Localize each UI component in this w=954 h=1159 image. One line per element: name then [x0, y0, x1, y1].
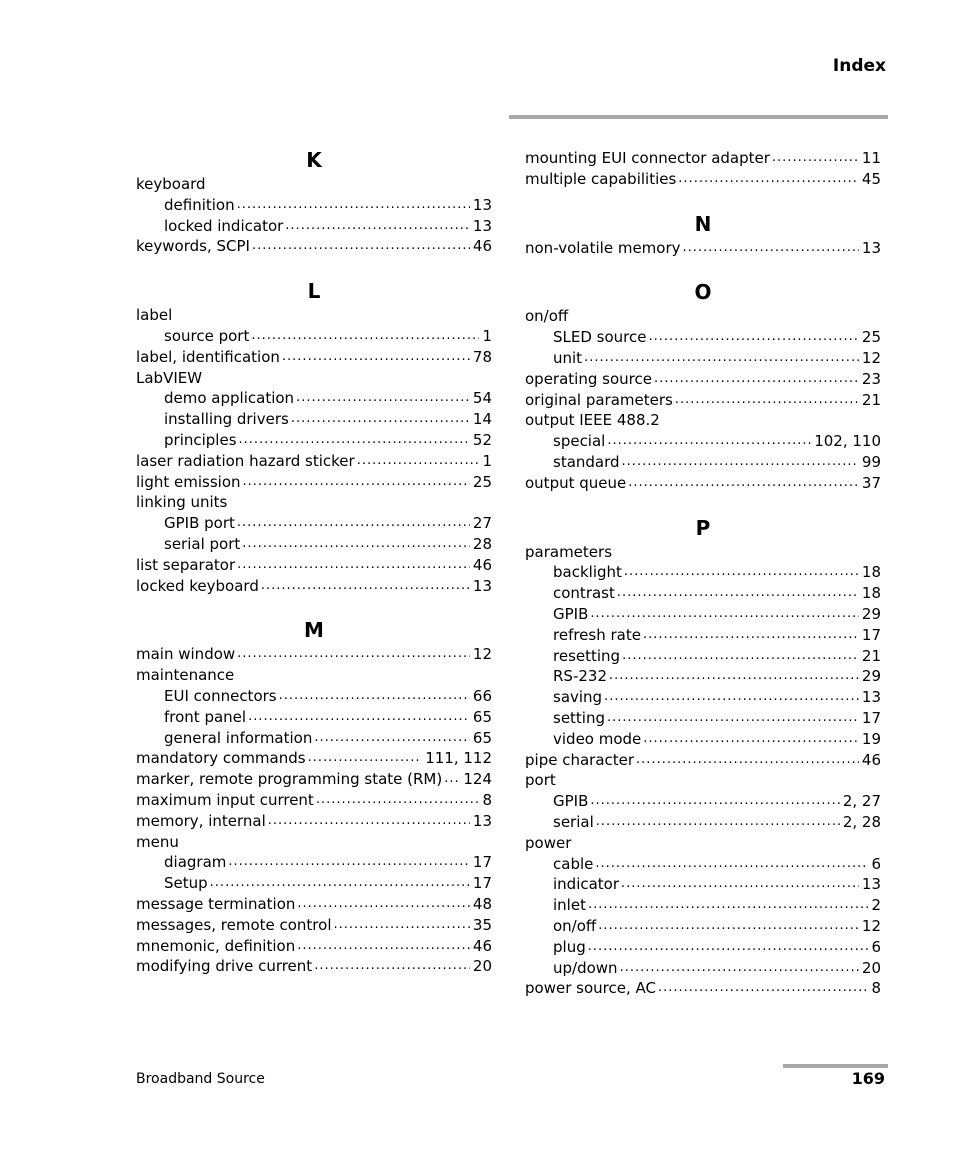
index-entry: [136, 174, 492, 194]
index-subentry: [525, 348, 881, 368]
dot-leader: [237, 553, 470, 575]
index-term: locked indicator: [164, 216, 284, 235]
dot-leader: [296, 386, 470, 408]
index-subentry: [525, 916, 881, 936]
index-term: RS-232: [553, 667, 607, 686]
index-entry: [136, 368, 492, 388]
index-entry: [136, 665, 492, 685]
index-entry: [525, 148, 881, 168]
index-page-ref: 1: [482, 327, 492, 345]
index-subentry: [525, 791, 881, 811]
index-term: installing drivers: [164, 410, 289, 429]
index-subentry: [525, 729, 881, 749]
index-page-ref: 8: [871, 979, 881, 998]
dot-leader: [297, 934, 470, 956]
dot-leader: [649, 325, 859, 347]
index-page-ref: 2: [871, 896, 881, 915]
index-term: original parameters: [525, 390, 673, 409]
dot-leader: [584, 346, 859, 368]
index-term: laser radiation hazard sticker: [136, 451, 355, 470]
index-page-ref: 37: [861, 473, 881, 492]
index-subentry: [525, 895, 881, 915]
index-entry: [525, 369, 881, 389]
index-term: definition: [164, 195, 235, 214]
index-entry: [525, 169, 881, 189]
index-page-ref: 46: [472, 237, 492, 256]
index-entry: [136, 347, 492, 367]
index-entry: [136, 555, 492, 575]
index-subentry: [525, 562, 881, 582]
index-page-ref: 25: [861, 328, 881, 347]
index-entry: [136, 305, 492, 325]
index-page-ref: 46: [472, 555, 492, 574]
index-subentry: [525, 327, 881, 347]
index-term: general information: [164, 728, 313, 747]
index-page-ref: 65: [472, 728, 492, 747]
index-term: GPIB port: [164, 514, 235, 533]
index-term: keywords, SCPI: [136, 237, 250, 256]
index-term: Setup: [164, 874, 208, 893]
index-term: port: [525, 771, 556, 790]
index-entry: [136, 472, 492, 492]
index-term: pipe character: [525, 750, 635, 769]
index-entry: [525, 770, 881, 790]
index-page-ref: 6: [871, 937, 881, 956]
index-term: diagram: [164, 853, 227, 872]
index-entry: [525, 238, 881, 258]
index-subentry: [525, 666, 881, 686]
index-term: menu: [136, 832, 179, 851]
index-entry: [525, 978, 881, 998]
index-term: power: [525, 833, 572, 852]
index-term: resetting: [553, 646, 621, 665]
index-term: EUI connectors: [164, 687, 277, 705]
index-page-ref: 13: [861, 238, 881, 257]
index-term: messages, remote control: [136, 915, 332, 934]
index-page-ref: 35: [472, 915, 492, 934]
index-subentry: [525, 604, 881, 624]
index-entry: [525, 410, 881, 430]
index-entry: [525, 833, 881, 853]
dot-leader: [357, 449, 480, 471]
index-page-ref: 66: [472, 687, 492, 705]
running-header-title: Index: [832, 56, 886, 76]
index-page-ref: 23: [861, 369, 881, 388]
index-entry: [136, 451, 492, 471]
index-page-ref: 13: [861, 875, 881, 894]
index-page-ref: 13: [472, 811, 492, 830]
index-term: GPIB: [553, 792, 589, 811]
index-term: output IEEE 488.2: [525, 411, 660, 430]
index-page-ref: 13: [472, 195, 492, 214]
index-page-ref: 21: [861, 390, 881, 409]
index-entry: [136, 236, 492, 256]
index-subentry: [525, 958, 881, 978]
index-page-ref: 17: [861, 709, 881, 727]
index-page-ref: 18: [861, 563, 881, 582]
index-subentry: [136, 707, 492, 727]
index-term: principles: [164, 431, 237, 449]
dot-leader: [658, 976, 869, 998]
index-page-ref: 25: [472, 472, 492, 491]
index-page-ref: 18: [861, 584, 881, 603]
dot-leader: [590, 602, 859, 624]
index-entry: [136, 915, 492, 935]
index-subentry: [136, 216, 492, 236]
index-page-ref: 54: [472, 389, 492, 408]
index-term: linking units: [136, 493, 228, 512]
index-subentry: [525, 583, 881, 603]
index-page-ref: 27: [472, 514, 492, 533]
index-subentry: [136, 728, 492, 748]
index-letter-heading: K: [306, 148, 322, 172]
index-subentry: [525, 687, 881, 707]
dot-leader: [588, 893, 869, 915]
index-entry: [136, 769, 492, 789]
index-subentry: [136, 326, 492, 346]
dot-leader: [678, 167, 859, 189]
index-page-ref: 19: [861, 729, 881, 748]
footer-document-title: Broadband Source: [136, 1071, 265, 1087]
index-subentry: [136, 409, 492, 429]
index-term: serial: [553, 813, 594, 831]
index-entry: [525, 390, 881, 410]
index-page-ref: 65: [472, 707, 492, 726]
index-term: locked keyboard: [136, 576, 259, 595]
index-term: plug: [553, 937, 586, 956]
index-page-ref: 20: [472, 957, 492, 976]
index-term: marker, remote programming state (RM): [136, 770, 443, 789]
index-term: special: [553, 432, 606, 451]
index-term: multiple capabilities: [525, 169, 677, 188]
index-term: modifying drive current: [136, 957, 313, 976]
header-rule: [509, 115, 888, 119]
dot-leader: [308, 746, 423, 768]
dot-leader: [237, 511, 470, 533]
index-subentry: [525, 874, 881, 894]
index-page-ref: 1: [482, 451, 492, 470]
index-letter-heading: P: [695, 515, 711, 540]
index-page-ref: 13: [861, 688, 881, 707]
footer-rule: [783, 1064, 888, 1068]
dot-leader: [242, 532, 470, 554]
index-page-ref: 13: [472, 216, 492, 235]
index-page-ref: 46: [861, 750, 881, 769]
index-entry: [525, 750, 881, 770]
index-entry: [136, 492, 492, 512]
index-subentry: [136, 430, 492, 450]
index-term: message termination: [136, 895, 296, 913]
index-page-ref: 20: [861, 958, 881, 977]
dot-leader: [622, 644, 859, 666]
index-term: label: [136, 306, 173, 325]
index-term: standard: [553, 453, 620, 471]
index-page-ref: 45: [861, 169, 881, 188]
index-term: mandatory commands: [136, 749, 306, 768]
index-term: cable: [553, 854, 594, 873]
index-term: unit: [553, 349, 583, 367]
dot-leader: [252, 234, 470, 256]
index-term: maintenance: [136, 666, 235, 685]
dot-leader: [237, 642, 470, 664]
index-term: on/off: [525, 307, 569, 326]
index-subentry: [525, 646, 881, 666]
dot-leader: [596, 810, 840, 832]
index-page-ref: 13: [472, 576, 492, 595]
dot-leader: [291, 407, 470, 429]
index-term: keyboard: [136, 175, 206, 193]
dot-leader: [243, 470, 470, 492]
index-subentry: [136, 873, 492, 893]
index-entry: [136, 644, 492, 664]
dot-leader: [444, 767, 460, 789]
dot-leader: [248, 705, 470, 727]
index-term: power source, AC: [525, 979, 656, 998]
index-term: non-volatile memory: [525, 238, 681, 257]
dot-leader: [609, 664, 859, 686]
dot-leader: [620, 956, 859, 978]
dot-leader: [279, 684, 470, 706]
index-subentry: [136, 195, 492, 215]
index-page-ref: 28: [472, 535, 492, 553]
index-page-ref: 14: [472, 410, 492, 429]
dot-leader: [621, 872, 859, 894]
index-page-ref: 21: [861, 646, 881, 665]
index-term: up/down: [553, 958, 618, 977]
index-page-ref: 29: [861, 605, 881, 623]
index-page-ref: 111, 112: [425, 749, 492, 768]
dot-leader: [228, 850, 470, 872]
index-term: output queue: [525, 473, 627, 492]
index-term: contrast: [553, 584, 615, 603]
dot-leader: [628, 471, 859, 493]
index-subentry: [525, 452, 881, 472]
index-term: refresh rate: [553, 625, 641, 644]
dot-leader: [595, 852, 868, 874]
index-page-ref: 12: [472, 645, 492, 664]
index-term: setting: [553, 709, 606, 727]
index-page-ref: 29: [861, 667, 881, 686]
index-page-ref: 17: [472, 874, 492, 893]
dot-leader: [261, 574, 470, 596]
index-letter-heading: N: [694, 211, 712, 236]
index-subentry: [525, 625, 881, 645]
index-page-ref: 12: [861, 917, 881, 935]
index-term: front panel: [164, 707, 247, 726]
dot-leader: [772, 146, 859, 168]
dot-leader: [622, 450, 859, 472]
dot-leader: [210, 871, 470, 893]
index-page-ref: 11: [861, 149, 881, 167]
dot-leader: [316, 788, 480, 810]
index-entry: [136, 956, 492, 976]
dot-leader: [624, 560, 859, 582]
index-subentry: [525, 431, 881, 451]
index-term: light emission: [136, 472, 241, 491]
index-page-ref: 78: [472, 347, 492, 366]
index-subentry: [136, 686, 492, 706]
dot-leader: [239, 428, 470, 450]
index-term: inlet: [553, 896, 586, 915]
index-page-ref: 2, 27: [842, 792, 881, 811]
dot-leader: [285, 214, 470, 236]
index-term: saving: [553, 688, 603, 707]
index-letter-heading: M: [304, 618, 324, 643]
dot-leader: [282, 345, 470, 367]
index-page-ref: 2, 28: [842, 813, 881, 831]
index-entry: [525, 306, 881, 326]
index-subentry: [136, 852, 492, 872]
index-term: GPIB: [553, 605, 589, 623]
index-term: source port: [164, 327, 250, 345]
index-term: parameters: [525, 542, 613, 561]
dot-leader: [268, 809, 470, 831]
index-subentry: [525, 708, 881, 728]
index-page-ref: 48: [472, 895, 492, 913]
dot-leader: [607, 706, 859, 728]
index-term: mounting EUI connector adapter: [525, 149, 770, 167]
index-page-ref: 46: [472, 936, 492, 955]
index-page-ref: 124: [463, 770, 492, 789]
dot-leader: [607, 429, 811, 451]
dot-leader: [251, 324, 479, 346]
dot-leader: [643, 623, 859, 645]
index-subentry: [525, 812, 881, 832]
dot-leader: [675, 388, 859, 410]
index-entry: [136, 811, 492, 831]
dot-leader: [598, 914, 859, 936]
index-subentry: [525, 854, 881, 874]
dot-leader: [314, 954, 470, 976]
index-term: LabVIEW: [136, 368, 203, 387]
index-page-ref: 99: [861, 453, 881, 471]
index-term: memory, internal: [136, 811, 266, 830]
index-entry: [136, 832, 492, 852]
dot-leader: [683, 236, 859, 258]
index-letter-heading: L: [307, 279, 321, 304]
index-term: main window: [136, 645, 236, 664]
index-term: mnemonic, definition: [136, 936, 296, 955]
index-page-ref: 17: [472, 853, 492, 872]
index-term: indicator: [553, 875, 620, 894]
index-term: maximum input current: [136, 791, 314, 809]
dot-leader: [237, 193, 470, 215]
index-term: backlight: [553, 563, 622, 582]
index-term: demo application: [164, 389, 295, 408]
index-entry: [136, 894, 492, 914]
index-term: video mode: [553, 729, 642, 748]
index-entry: [136, 748, 492, 768]
index-page-ref: 52: [472, 431, 492, 449]
page-number: 169: [851, 1069, 885, 1088]
index-entry: [136, 936, 492, 956]
dot-leader: [588, 935, 869, 957]
index-subentry: [136, 534, 492, 554]
index-entry: [525, 542, 881, 562]
index-term: on/off: [553, 917, 597, 935]
index-page-ref: 102, 110: [814, 432, 881, 451]
dot-leader: [636, 748, 859, 770]
index-page-ref: 8: [482, 791, 492, 809]
index-term: operating source: [525, 369, 652, 388]
index-subentry: [136, 513, 492, 533]
index-term: list separator: [136, 555, 236, 574]
dot-leader: [643, 727, 859, 749]
dot-leader: [604, 685, 859, 707]
dot-leader: [334, 913, 470, 935]
index-entry: [136, 790, 492, 810]
dot-leader: [617, 581, 859, 603]
index-term: SLED source: [553, 328, 647, 347]
dot-leader: [314, 726, 470, 748]
index-term: serial port: [164, 535, 241, 553]
dot-leader: [590, 789, 839, 811]
index-page-ref: 12: [861, 349, 881, 367]
dot-leader: [654, 367, 859, 389]
dot-leader: [297, 892, 470, 914]
index-page-ref: 17: [861, 625, 881, 644]
index-subentry: [136, 388, 492, 408]
index-page-ref: 6: [871, 854, 881, 873]
index-entry: [525, 473, 881, 493]
index-letter-heading: O: [694, 280, 712, 305]
index-term: label, identification: [136, 347, 280, 366]
index-subentry: [525, 937, 881, 957]
index-entry: [136, 576, 492, 596]
